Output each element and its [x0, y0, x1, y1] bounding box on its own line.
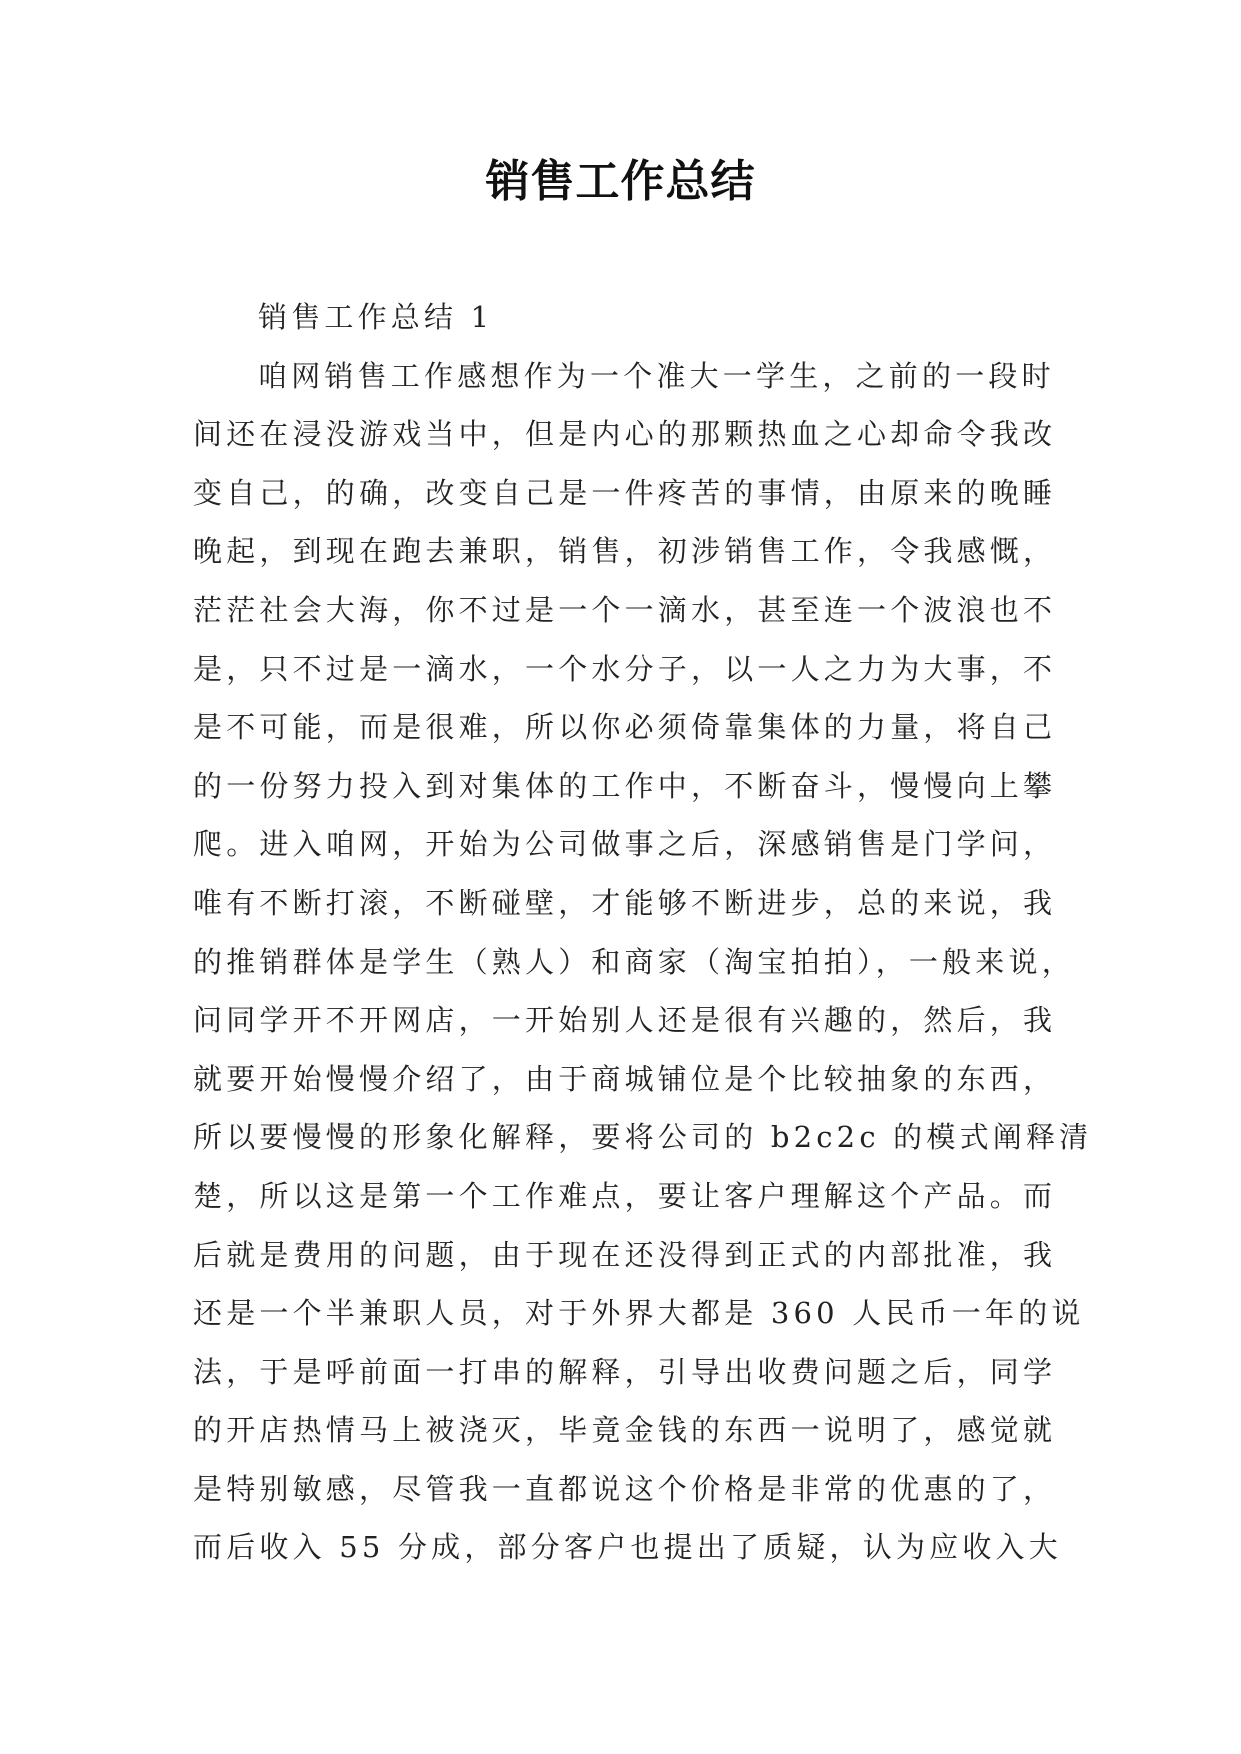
section-heading: 销售工作总结 1 [258, 300, 494, 334]
document-body [193, 288, 1093, 1577]
paragraph-line: 是，只不过是一滴水，一个水分子，以一人之力为大事，不 [193, 651, 1057, 686]
paragraph-line: 还是一个半兼职人员，对于外界大都是 360 人民币一年的说 [193, 1296, 1085, 1331]
paragraph-line: 是不可能，而是很难，所以你必须倚靠集体的力量，将自己 [193, 710, 1057, 745]
paragraph-line: 的一份努力投入到对集体的工作中，不断奋斗，慢慢向上攀 [193, 768, 1057, 803]
paragraph-line: 法，于是呼前面一打串的解释，引导出收费问题之后，同学 [193, 1354, 1057, 1389]
paragraph-line: 唯有不断打滚，不断碰壁，才能够不断进步，总的来说，我 [193, 885, 1057, 920]
paragraph-line: 的推销群体是学生（熟人）和商家（淘宝拍拍），一般来说， [193, 944, 1075, 979]
paragraph-line: 问同学开不开网店，一开始别人还是很有兴趣的，然后，我 [193, 1003, 1057, 1038]
paragraph-line: 是特别敏感，尽管我一直都说这个价格是非常的优惠的了， [193, 1471, 1057, 1506]
paragraph-line: 茫茫社会大海，你不过是一个一滴水，甚至连一个波浪也不 [193, 592, 1057, 627]
paragraph-line: 爬。进入咱网，开始为公司做事之后，深感销售是门学问， [193, 827, 1057, 862]
paragraph-line: 间还在浸没游戏当中，但是内心的那颗热血之心却命令我改 [193, 417, 1057, 452]
paragraph-line: 咱网销售工作感想作为一个准大一学生，之前的一段时 [258, 358, 1055, 393]
paragraph-line: 就要开始慢慢介绍了，由于商城铺位是个比较抽象的东西， [193, 1061, 1057, 1096]
paragraph-line: 晚起，到现在跑去兼职，销售，初涉销售工作，令我感慨， [193, 534, 1057, 569]
paragraph-line: 而后收入 55 分成，部分客户也提出了质疑，认为应收入大 [193, 1530, 1062, 1565]
paragraph-line: 变自己，的确，改变自己是一件疼苦的事情，由原来的晚睡 [193, 475, 1057, 510]
document-title: 销售工作总结 [485, 156, 756, 207]
paragraph-line: 后就是费用的问题，由于现在还没得到正式的内部批准，我 [193, 1237, 1057, 1272]
paragraph-line: 楚，所以这是第一个工作难点，要让客户理解这个产品。而 [193, 1178, 1057, 1213]
paragraph-line: 所以要慢慢的形象化解释，要将公司的 b2c2c 的模式阐释清 [193, 1120, 1093, 1155]
paragraph-line: 的开店热情马上被浇灭，毕竟金钱的东西一说明了，感觉就 [193, 1413, 1057, 1448]
